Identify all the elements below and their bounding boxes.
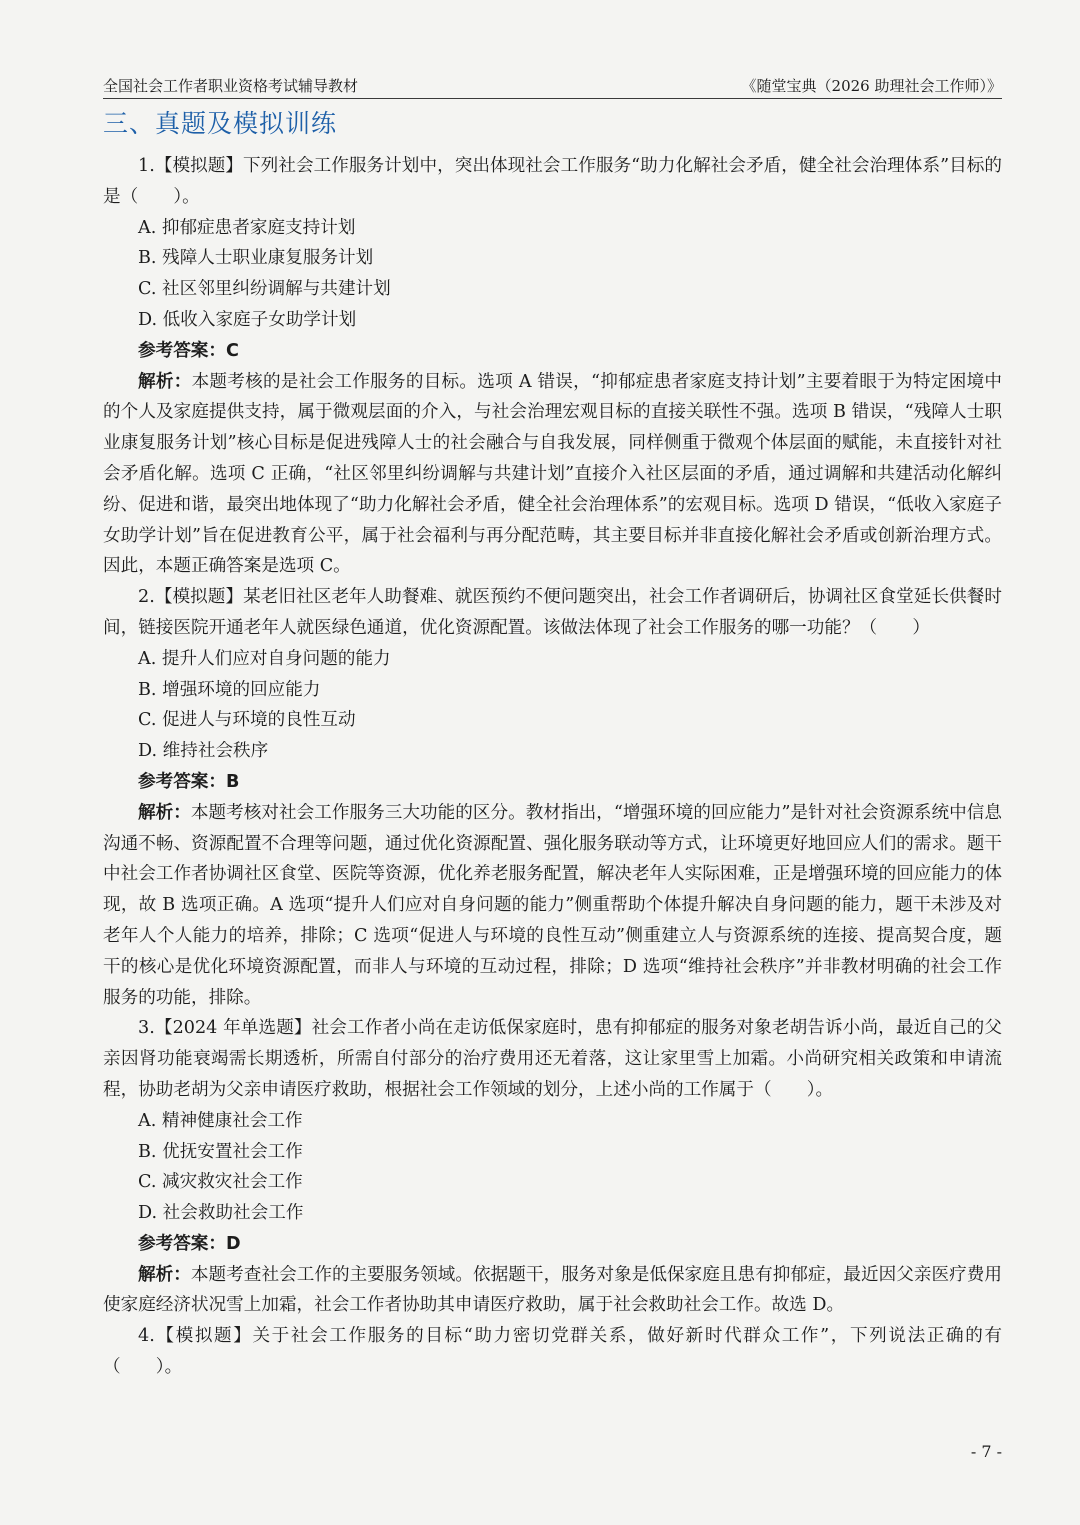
question-1 (103, 151, 1002, 582)
question-stem: 1.【模拟题】下列社会工作服务计划中，突出体现社会工作服务“助力化解社会矛盾，健全社会治理体系”目标的是（ ）。 (103, 156, 1002, 207)
explanation (103, 798, 1002, 1014)
answer-value: B (225, 771, 240, 792)
header-book-series: 全国社会工作者职业资格考试辅导教材 (103, 77, 359, 95)
option-c: C. 促进人与环境的良性互动 (138, 710, 356, 731)
option-a: A. 抑郁症患者家庭支持计划 (138, 217, 356, 238)
answer-value: D (225, 1233, 241, 1254)
answer-label: 参考答案： (138, 1233, 226, 1254)
question-stem: 4.【模拟题】关于社会工作服务的目标“助力密切党群关系，做好新时代群众工作”，下列说法正确的有（ ）。 (103, 1326, 1002, 1378)
option-d: D. 维持社会秩序 (138, 741, 269, 762)
reference-answer (103, 1229, 1002, 1260)
page-number: - 7 - (970, 1442, 1002, 1461)
header-book-title: 《随堂宝典（2026 助理社会工作师）》 (741, 77, 1002, 95)
explanation (103, 367, 1002, 583)
option-a: A. 提升人们应对自身问题的能力 (138, 648, 391, 669)
explanation-label: 解析： (138, 1264, 191, 1285)
option-c: C. 社区邻里纠纷调解与共建计划 (138, 279, 391, 300)
question-list (103, 151, 1002, 1383)
question-stem: 3.【2024 年单选题】社会工作者小尚在走访低保家庭时，患有抑郁症的服务对象老胡告诉小尚，最近自己的父亲因肾功能衰竭需长期透析，所需自付部分的治疗费用还无着落，这让家里雪上加霜。小尚研究相关政策和申请流程，协助老胡为父亲申请医疗救助，根据社会工作领域的划分，上述小尚的工作属于（ ）。 (103, 1018, 1002, 1100)
reference-answer (103, 767, 1002, 798)
page-header (103, 76, 1002, 99)
explanation (103, 1260, 1002, 1322)
option-d: D. 社会救助社会工作 (138, 1203, 304, 1224)
option-d: D. 低收入家庭子女助学计划 (138, 309, 357, 330)
answer-label: 参考答案： (138, 340, 226, 361)
option-a: A. 精神健康社会工作 (138, 1110, 303, 1131)
option-b: B. 优抚安置社会工作 (138, 1141, 303, 1162)
option-b: B. 残障人士职业康复服务计划 (138, 248, 374, 269)
reference-answer (103, 336, 1002, 367)
question-stem: 2.【模拟题】某老旧社区老年人助餐难、就医预约不便问题突出，社会工作者调研后，协调社区食堂延长供餐时间，链接医院开通老年人就医绿色通道，优化资源配置。该做法体现了社会工作服务的哪一功能？（ ） (103, 587, 1002, 638)
explanation-label: 解析： (138, 802, 191, 823)
question-2 (103, 582, 1002, 1013)
option-b: B. 增强环境的回应能力 (138, 679, 321, 700)
explanation-label: 解析： (138, 371, 192, 392)
question-4 (103, 1321, 1002, 1383)
explanation-text: 本题考查社会工作的主要服务领域。依据题干，服务对象是低保家庭且患有抑郁症，最近因父亲医疗费用使家庭经济状况雪上加霜，社会工作者协助其申请医疗救助，属于社会救助社会工作。故选 D。 (103, 1264, 1002, 1316)
explanation-text: 本题考核对社会工作服务三大功能的区分。教材指出，“增强环境的回应能力”是针对社会资源系统中信息沟通不畅、资源配置不合理等问题，通过优化资源配置、强化服务联动等方式，让环境更好地回应人们的需求。题干中社会工作者协调社区食堂、医院等资源，优化养老服务配置，解决老年人实际困难，正是增强环境的回应能力的体现，故 B 选项正确。A 选项“提升人们应对自身问题的能力”侧重帮助个体提升解决自身问题的能力，题干未涉及对老年人个人能力的培养，排除；C 选项“促进人与环境的良性互动”侧重建立人与资源系统的连接、提高契合度，题干的核心是优化环境资源配置，而非人与环境的互动过程，排除；D 选项“维持社会秩序”并非教材明确的社会工作服务的功能，排除。 (103, 802, 1002, 1008)
option-c: C. 减灾救灾社会工作 (138, 1172, 303, 1193)
answer-label: 参考答案： (138, 771, 226, 792)
answer-value: C (225, 340, 239, 361)
section-title: 三、真题及模拟训练 (103, 109, 338, 138)
question-3 (103, 1013, 1002, 1321)
explanation-text: 本题考核的是社会工作服务的目标。选项 A 错误，“抑郁症患者家庭支持计划”主要着眼于为特定困境中的个人及家庭提供支持，属于微观层面的介入，与社会治理宏观目标的直接关联性不强。选项 B 错误，“残障人士职业康复服务计划”核心目标是促进残障人士的社会融合与自我发展，同样侧重于微观个体层面的赋能，未直接针对社会矛盾化解。选项 C 正确，“社区邻里纠纷调解与共建计划”直接介入社区层面的矛盾，通过调解和共建活动化解纠纷、促进和谐，最突出地体现了“助力化解社会矛盾，健全社会治理体系”的宏观目标。选项 D 错误，“低收入家庭子女助学计划”旨在促进教育公平，属于社会福利与再分配范畴，其主要目标并非直接化解社会矛盾或创新治理方式。因此，本题正确答案是选项 C。 (103, 371, 1002, 577)
